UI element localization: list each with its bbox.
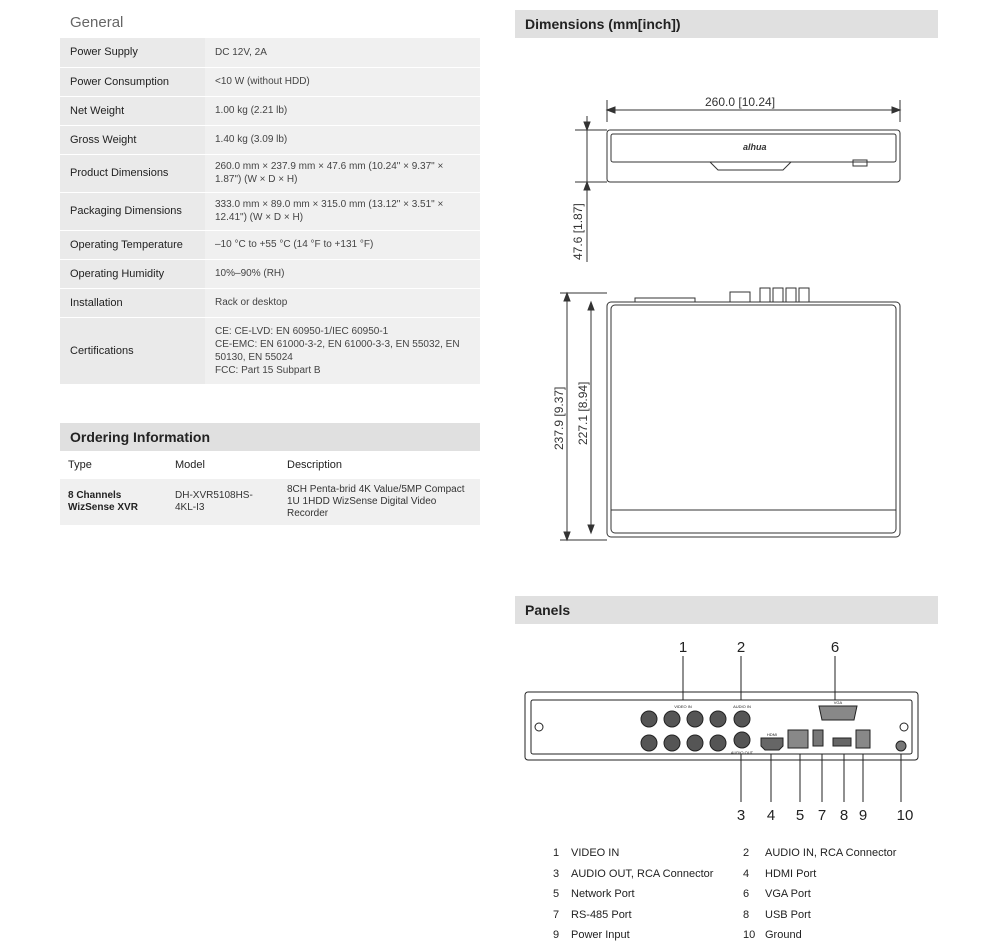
callout-6: 6 — [830, 639, 840, 656]
height-label: 47.6 [1.87] — [571, 203, 585, 260]
hdmi-port-label: HDMI — [766, 732, 778, 737]
width-label: 260.0 [10.24] — [705, 95, 776, 109]
spec-row — [60, 125, 480, 154]
spec-key: Power Supply — [60, 38, 205, 67]
inner-depth-label: 227.1 [8.94] — [576, 381, 590, 445]
audio-in-port-label: AUDIO IN — [733, 704, 751, 709]
ordering-type: 8 Channels WizSense XVR — [60, 479, 167, 525]
legend-label: VGA Port — [765, 888, 811, 900]
panels-title: Panels — [515, 596, 938, 624]
list-item — [553, 843, 933, 864]
spec-key: Operating Humidity — [60, 259, 205, 288]
spec-key: Net Weight — [60, 96, 205, 125]
legend-label: Network Port — [571, 888, 635, 900]
legend-num: 4 — [743, 867, 750, 880]
spec-key: Product Dimensions — [60, 154, 205, 192]
callout-1: 1 — [678, 639, 688, 656]
legend-label: RS-485 Port — [571, 908, 632, 921]
list-item — [553, 925, 933, 946]
legend-num: 2 — [743, 847, 750, 859]
spec-row — [60, 317, 480, 384]
callout-9: 9 — [858, 807, 868, 824]
spec-row — [60, 38, 480, 67]
legend-num: 9 — [553, 929, 560, 941]
spec-value: 1.40 kg (3.09 lb) — [205, 125, 480, 154]
spec-row — [60, 67, 480, 96]
legend-num: 6 — [743, 888, 750, 900]
spec-key: Packaging Dimensions — [60, 192, 205, 230]
legend-label: AUDIO OUT, RCA Connector — [571, 867, 714, 880]
callout-7: 7 — [817, 807, 827, 824]
spec-key: Gross Weight — [60, 125, 205, 154]
spec-value: 333.0 mm × 89.0 mm × 315.0 mm (13.12" × 3.51" × 12.41") (W × D × H) — [205, 192, 480, 230]
spec-value: CE: CE-LVD: EN 60950-1/IEC 60950-1 CE-EMC: EN 61000-3-2, EN 61000-3-3, EN 55032, EN 50130, EN 55024 FCC: Part 15 Subpart B — [205, 317, 480, 384]
spec-value: 10%–90% (RH) — [205, 259, 480, 288]
legend-label: AUDIO IN, RCA Connector — [765, 847, 897, 859]
callout-3: 3 — [736, 807, 746, 824]
spec-value: Rack or desktop — [205, 288, 480, 317]
general-spec-table — [60, 38, 480, 385]
spec-key: Operating Temperature — [60, 230, 205, 259]
legend-label: HDMI Port — [765, 867, 817, 880]
panel-legend — [553, 843, 933, 946]
col-type: Type — [60, 451, 167, 479]
ordering-table — [60, 451, 480, 525]
spec-key: Power Consumption — [60, 67, 205, 96]
depth-label: 237.9 [9.37] — [552, 386, 566, 450]
callout-8: 8 — [839, 807, 849, 824]
spec-row — [60, 154, 480, 192]
ordering-header-row — [60, 451, 480, 479]
legend-label: Ground — [765, 929, 802, 941]
callout-10: 10 — [896, 807, 914, 824]
list-item — [553, 905, 933, 926]
dimensions-drawing — [515, 40, 938, 550]
spec-key: Installation — [60, 288, 205, 317]
col-model: Model — [167, 451, 279, 479]
spec-row — [60, 96, 480, 125]
spec-value: –10 °C to +55 °C (14 °F to +131 °F) — [205, 230, 480, 259]
legend-num: 7 — [553, 908, 560, 921]
col-description: Description — [279, 451, 480, 479]
legend-num: 8 — [743, 908, 750, 921]
dimensions-title: Dimensions (mm[inch]) — [515, 10, 938, 38]
left-column — [60, 8, 480, 525]
vga-port-label: VGA — [833, 700, 843, 705]
list-item — [553, 864, 933, 885]
spec-value: 260.0 mm × 237.9 mm × 47.6 mm (10.24" × 9.37" × 1.87") (W × D × H) — [205, 154, 480, 192]
ordering-model: DH-XVR5108HS-4KL-I3 — [167, 479, 279, 525]
general-title: General — [70, 14, 124, 31]
spec-value: DC 12V, 2A — [205, 38, 480, 67]
spec-key: Certifications — [60, 317, 205, 384]
legend-label: VIDEO IN — [571, 847, 620, 859]
spec-row — [60, 259, 480, 288]
legend-num: 1 — [553, 847, 560, 859]
spec-value: <10 W (without HDD) — [205, 67, 480, 96]
legend-num: 5 — [553, 888, 560, 900]
legend-num: 10 — [743, 929, 756, 941]
ordering-description: 8CH Penta-brid 4K Value/5MP Compact 1U 1HDD WizSense Digital Video Recorder — [279, 479, 480, 525]
spec-value: 1.00 kg (2.21 lb) — [205, 96, 480, 125]
list-item — [553, 884, 933, 905]
callout-2: 2 — [736, 639, 746, 656]
video-in-port-label: VIDEO IN — [674, 704, 692, 709]
ordering-title: Ordering Information — [60, 423, 480, 451]
spec-row — [60, 230, 480, 259]
table-row — [60, 479, 480, 525]
callout-4: 4 — [766, 807, 776, 824]
rear-panel-drawing — [515, 630, 938, 830]
legend-label: Power Input — [571, 929, 630, 941]
spec-row — [60, 288, 480, 317]
audio-out-port-label: AUDIO OUT — [730, 750, 754, 755]
logo-text: alhua — [743, 142, 767, 152]
legend-num: 3 — [553, 867, 560, 880]
callout-5: 5 — [795, 807, 805, 824]
spec-row — [60, 192, 480, 230]
legend-label: USB Port — [765, 908, 811, 921]
